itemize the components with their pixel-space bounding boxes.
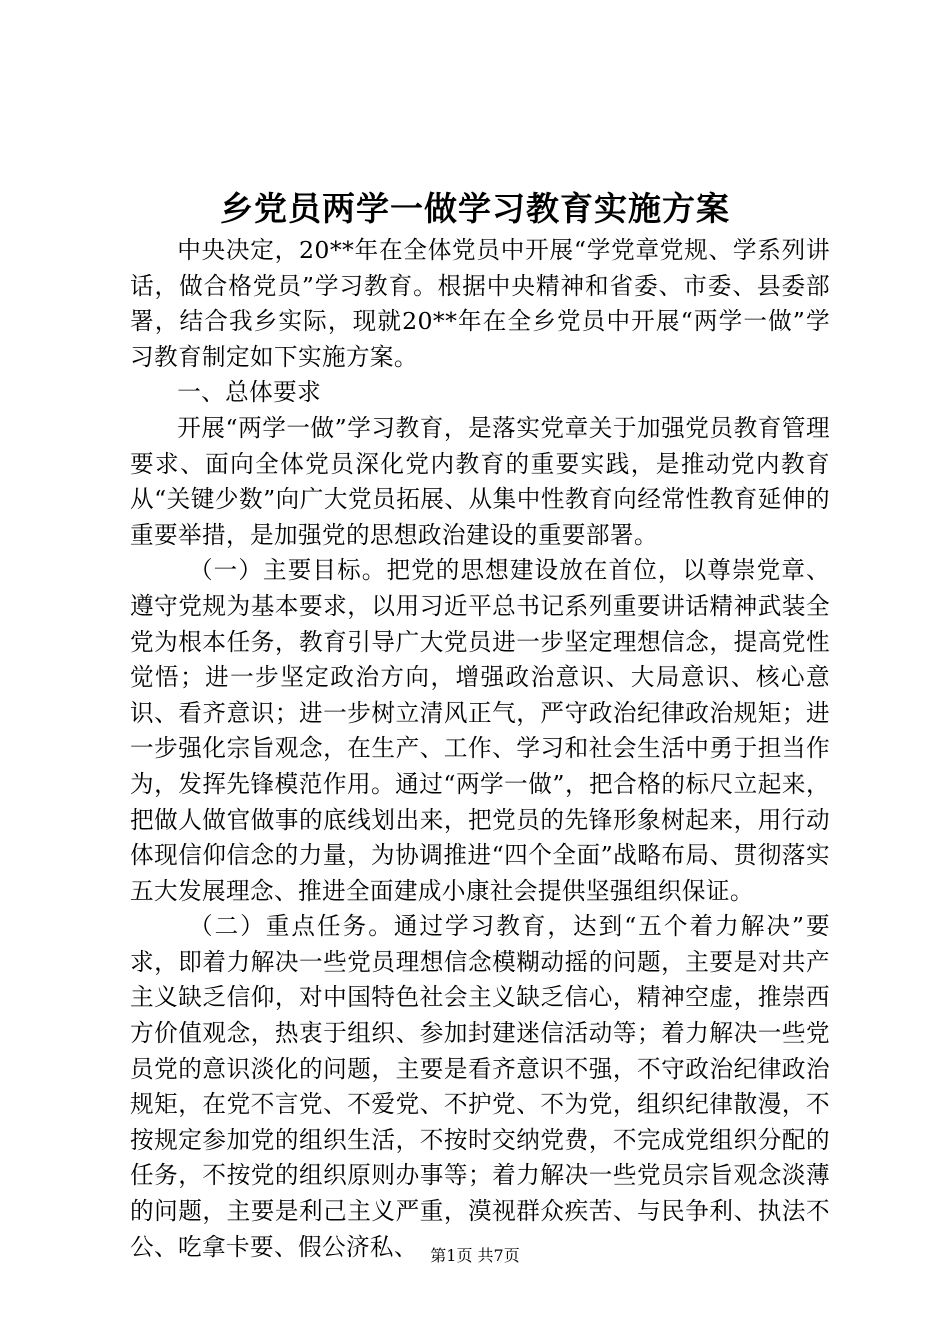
- paragraph-key-tasks: （二）重点任务。通过学习教育，达到“五个着力解决”要求，即着力解决一些党员理想信念模糊动摇的问题，主要是对共产主义缺乏信仰，对中国特色社会主义缺乏信心，精神空虚，推崇西方价值观念，热衷于组织、参加封建迷信活动等；着力解决一些党员党的意识淡化的问题，主要是看齐意识不强，不守政治纪律政治规矩，在党不言党、不爱党、不护党、不为党，组织纪律散漫，不按规定参加党的组织生活，不按时交纳党费，不完成党组织分配的任务，不按党的组织原则办事等；着力解决一些党员宗旨观念淡薄的问题，主要是利己主义严重，漠视群众疾苦、与民争利、执法不公、吃拿卡要、假公济私、: [130, 912, 830, 1261]
- paragraph-intro: 中央决定，20**年在全体党员中开展“学党章党规、学系列讲话，做合格党员”学习教育。根据中央精神和省委、市委、县委部署，结合我乡实际，现就20**年在全乡党员中开展“两学一做”学习教育制定如下实施方案。: [130, 236, 830, 371]
- document-body: [130, 233, 830, 1265]
- page-footer: 第1页 共7页: [430, 1246, 520, 1265]
- section-heading: 一、总体要求: [177, 378, 322, 407]
- document-title: 乡党员两学一做学习教育实施方案: [220, 189, 730, 228]
- paragraph-main-goals: （一）主要目标。把党的思想建设放在首位，以尊崇党章、遵守党规为基本要求，以用习近平总书记系列重要讲话精神武装全党为根本任务，教育引导广大党员进一步坚定理想信念，提高党性觉悟；进一步坚定政治方向，增强政治意识、大局意识、核心意识、看齐意识；进一步树立清风正气，严守政治纪律政治规矩；进一步强化宗旨观念，在生产、工作、学习和社会生活中勇于担当作为，发挥先锋模范作用。通过“两学一做”，把合格的标尺立起来，把做人做官做事的底线划出来，把党员的先锋形象树起来，用行动体现信仰信念的力量，为协调推进“四个全面”战略布局、贯彻落实五大发展理念、推进全面建成小康社会提供坚强组织保证。: [130, 556, 830, 905]
- paragraph-overview: 开展“两学一做”学习教育，是落实党章关于加强党员教育管理要求、面向全体党员深化党内教育的重要实践，是推动党内教育从“关键少数”向广大党员拓展、从集中性教育向经常性教育延伸的重要举措，是加强党的思想政治建设的重要部署。: [130, 413, 830, 549]
